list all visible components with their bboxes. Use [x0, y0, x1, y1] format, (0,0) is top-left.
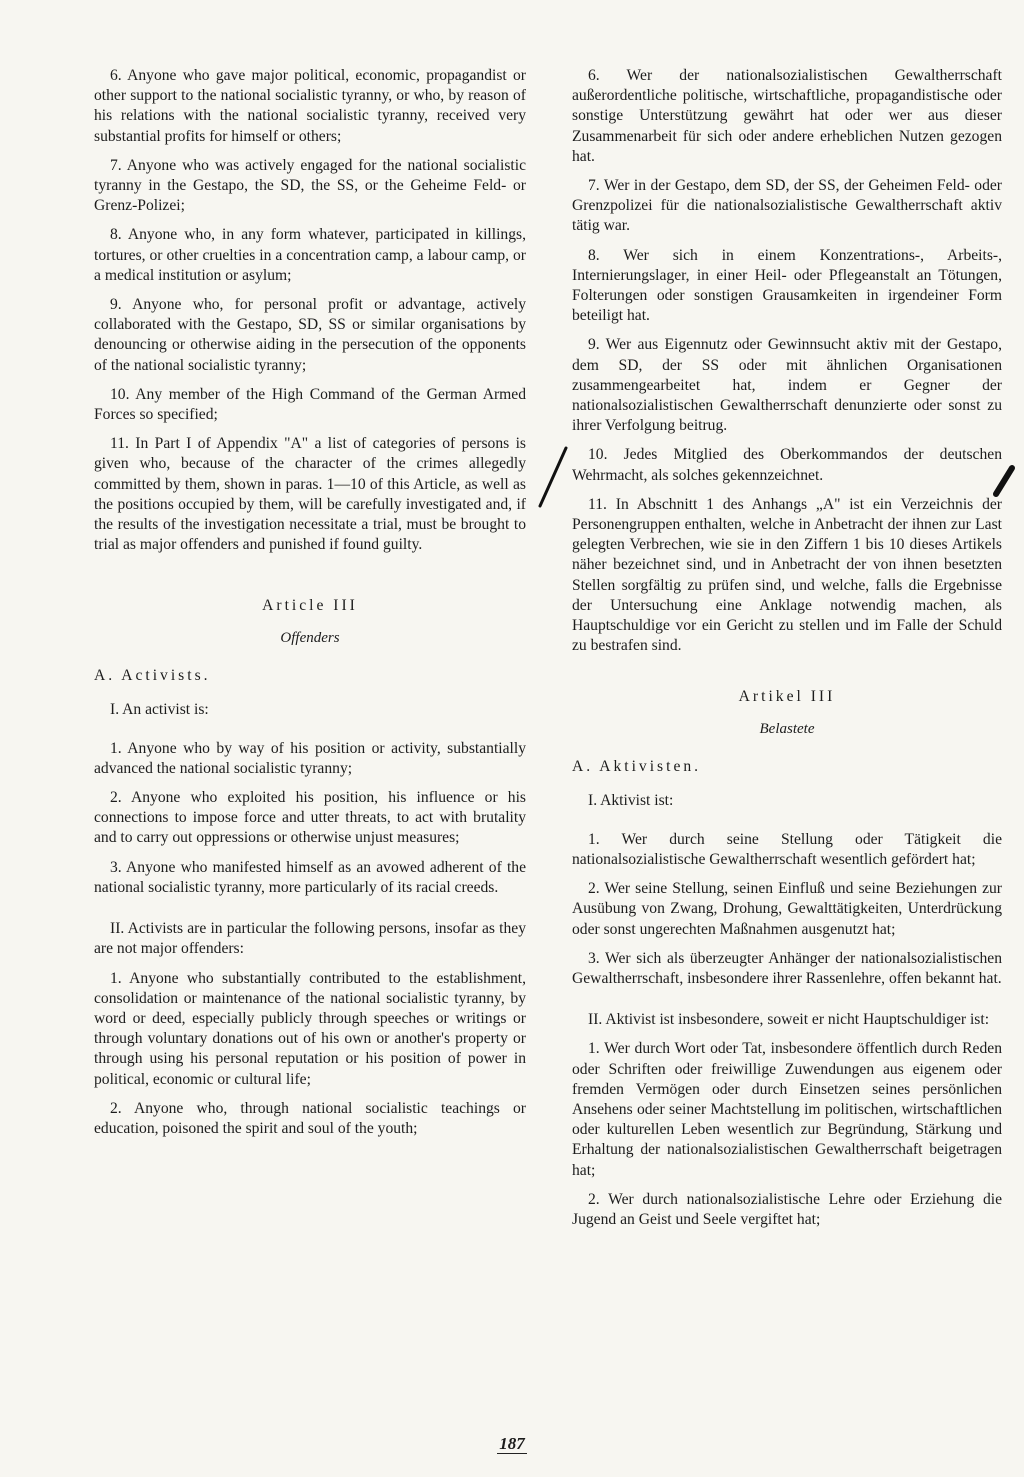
en-para-11: 11. In Part I of Appendix "A" a list of categories of persons is given who, because of the character of the crimes allegedly committed by them, shown in paras. 1—10 of this Article, as well as the positions occupied by them, will be carefully investigated and, if the results of the investigation necessitate a trial, must be brought to trial as major offenders and punished if found guilty. — [94, 435, 526, 554]
en-s1-item-2: 2. Anyone who exploited his position, his influence or his connections to impose force and utter threats, to act with brutality and to carry out oppressions or otherwise unjust measures; — [94, 789, 526, 847]
en-s2-item-2: 2. Anyone who, through national socialistic teachings or education, poisoned the spirit and soul of the youth; — [94, 1099, 526, 1137]
en-article-title: Article III — [262, 597, 358, 615]
page-number — [0, 1434, 1024, 1454]
de-para-9: 9. Wer aus Eigennutz oder Gewinnsucht aktiv mit der Gestapo, dem SD, der SS oder mit ähnlichen Organisationen zusammengearbeitet hat, indem er Gegner der nationalsozialistischen Gewaltherrschaft denunzierte oder sonst zu ihrer Verfolgung beitrug. — [572, 336, 1002, 435]
en-article-subtitle: Offenders — [280, 630, 340, 647]
de-s1-item-2: 2. Wer seine Stellung, seinen Einfluß und seine Beziehungen zur Ausübung von Zwang, Drohung, Gewalttätigkeiten, Unterdrückung oder sonst ungerechten Maßnahmen ausgenutzt hat; — [572, 880, 1002, 938]
de-s2-item-1: 1. Wer durch Wort oder Tat, insbesondere öffentlich durch Reden oder Schriften oder freiwillige Zuwendungen aus eigenem oder fremden Vermögen oder durch Einsetzen seines persönlichen Ansehens oder seiner Machtstellung im politischen, wirtschaftlichen oder kulturellen Leben wesentlich zur Begründung, Stärkung und Erhaltung der nationalsozialistischen Gewaltherrschaft beigetragen hat; — [572, 1040, 1002, 1179]
de-para-11: 11. In Abschnitt 1 des Anhangs „A" ist ein Verzeichnis der Personengruppen enthalten, welche in Anbetracht der ihnen zur Last gelegten Verbrechen, wie sie in den Ziffern 1 bis 10 dieses Artikels näher bezeichnet sind, und in Anbetracht der von ihnen besetzten Stellen sorgfältig zu prüfen sind, und welche, falls die Ergebnisse der Untersuchung eine Anklage notwendig machen, als Hauptschuldige vor ein Gericht zu stellen und im Falle der Schuld zu bestrafen sind. — [572, 495, 1002, 655]
de-article-title: Artikel III — [738, 688, 836, 706]
de-s2-item-2: 2. Wer durch nationalsozialistische Lehre oder Erziehung die Jugend an Geist und Seele vergiftet hat; — [572, 1190, 1002, 1228]
en-para-9: 9. Anyone who, for personal profit or advantage, actively collaborated with the Gestapo, SD, SS or similar organisations by denouncing or otherwise aiding in the persecution of the opponents of the national socialistic tyranny; — [94, 296, 526, 374]
de-article-subtitle: Belastete — [759, 721, 815, 738]
de-s1-item-3: 3. Wer sich als überzeugter Anhänger der nationalsozialistischen Gewaltherrschaft, insbesondere ihrer Rassenlehre, offen bekannt hat. — [572, 949, 1002, 987]
en-s2-item-1: 1. Anyone who substantially contributed to the establishment, consolidation or maintenance of the national socialistic tyranny, by word or deed, especially publicly through speeches or writings or through voluntary donations out of his own or another's property or through using his personal reputation or his position of power in political, economic or cultural life; — [94, 969, 526, 1088]
en-para-6: 6. Anyone who gave major political, economic, propagandist or other support to the national socialistic tyranny, or who, by reason of his relations with the national socialistic tyranny, received very substantial profits for himself or others; — [94, 67, 526, 145]
de-section-2-intro: II. Aktivist ist insbesondere, soweit er nicht Hauptschuldiger ist: — [588, 1011, 990, 1029]
en-para-8: 8. Anyone who, in any form whatever, participated in killings, tortures, or other cruelties in a concentration camp, a labour camp, or a medical institution or asylum; — [94, 226, 526, 284]
en-s1-item-3: 3. Anyone who manifested himself as an avowed adherent of the national socialistic tyranny, more particularly of its racial creeds. — [94, 858, 526, 896]
en-s1-item-1: 1. Anyone who by way of his position or activity, substantially advanced the national socialistic tyranny; — [94, 739, 526, 777]
en-section-2-intro: II. Activists are in particular the following persons, insofar as they are not major offenders: — [94, 920, 526, 958]
german-column — [572, 66, 1002, 1239]
de-para-7: 7. Wer in der Gestapo, dem SD, der SS, der Geheimen Feld- oder Grenzpolizei für die nationalsozialistische Gewaltherrschaft aktiv tätig war. — [572, 177, 1002, 235]
page-number-text: 187 — [499, 1434, 525, 1453]
de-para-10: 10. Jedes Mitglied des Oberkommandos der deutschen Wehrmacht, als solches gekennzeichnet. — [572, 446, 1002, 484]
english-column — [94, 66, 526, 1148]
de-para-6: 6. Wer der nationalsozialistischen Gewaltherrschaft außerordentliche politische, wirtschaftliche, propagandistische oder sonstige Unterstützung gewährt hat oder wer aus dieser Zusammenarbeit für sich oder andere erheblichen Nutzen gezogen hat. — [572, 67, 1002, 165]
de-s1-item-1: 1. Wer durch seine Stellung oder Tätigkeit die nationalsozialistische Gewaltherrschaft wesentlich gefördert hat; — [572, 830, 1002, 868]
de-section-a: A. Aktivisten. — [572, 758, 702, 776]
en-para-10: 10. Any member of the High Command of the German Armed Forces so specified; — [94, 385, 526, 424]
en-section-a: A. Activists. — [94, 667, 211, 685]
en-para-7: 7. Anyone who was actively engaged for the national socialistic tyranny in the Gestapo, the SD, the SS, or the Geheime Feld- or Grenz-Polizei; — [94, 156, 526, 215]
de-para-8: 8. Wer sich in einem Konzentrations-, Arbeits-, Internierungslager, in einer Heil- oder Pflegeanstalt an Tötungen, Folterungen oder sonstigen Grausamkeiten in irgendeiner Form beteiligt hat. — [572, 246, 1002, 325]
en-section-1-intro: I. An activist is: — [110, 701, 209, 719]
de-section-1-intro: I. Aktivist ist: — [588, 792, 674, 810]
